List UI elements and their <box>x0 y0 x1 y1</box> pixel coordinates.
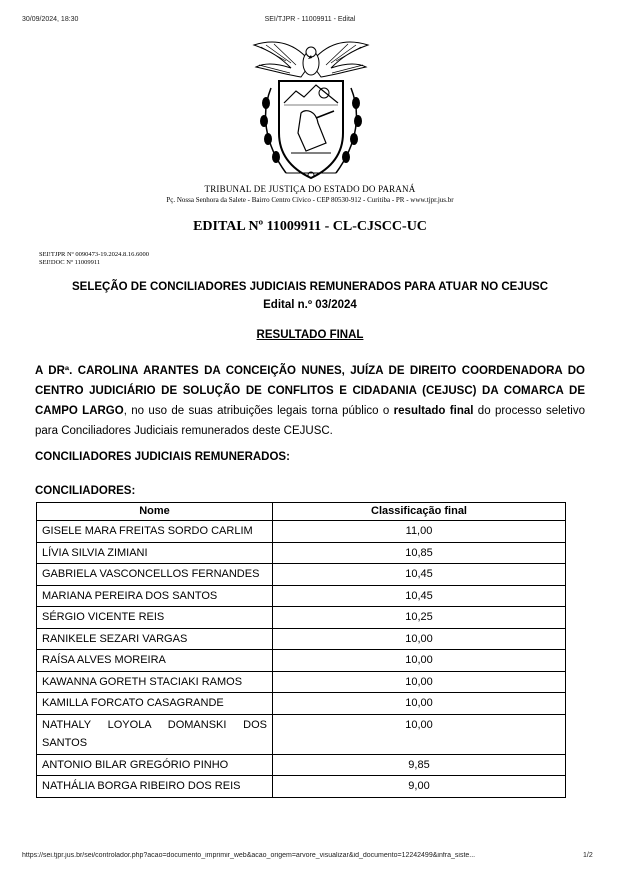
cell-nome: NATHÁLIA BORGA RIBEIRO DOS REIS <box>37 776 273 798</box>
print-page-title: SEI/TJPR - 11009911 - Edital <box>264 16 356 23</box>
selection-heading-line1: SELEÇÃO DE CONCILIADORES JUDICIAIS REMUNERADOS PARA ATUAR NO CEJUSC <box>71 281 548 293</box>
court-name: TRIBUNAL DE JUSTIÇA DO ESTADO DO PARANÁ <box>204 184 416 194</box>
results-table <box>36 502 566 798</box>
paragraph-bold-result: resultado final <box>393 405 474 417</box>
parana-coat-of-arms-icon <box>246 33 376 185</box>
body-paragraph <box>35 361 585 441</box>
cell-classificacao: 9,85 <box>273 754 566 776</box>
document-references <box>39 251 149 267</box>
table-row <box>37 714 566 754</box>
cell-classificacao: 10,00 <box>273 650 566 672</box>
cell-classificacao: 11,00 <box>273 521 566 543</box>
table-row <box>37 650 566 672</box>
cell-nome: LÍVIA SILVIA ZIMIANI <box>37 542 273 564</box>
selection-heading-line2: Edital n.º 03/2024 <box>263 299 357 311</box>
paragraph-text-1: , no uso de suas atribuições legais torna público o <box>123 405 394 417</box>
cell-classificacao: 10,00 <box>273 714 566 754</box>
cell-nome: GISELE MARA FREITAS SORDO CARLIM <box>37 521 273 543</box>
table-row <box>37 671 566 693</box>
cell-classificacao: 10,45 <box>273 564 566 586</box>
table-row <box>37 585 566 607</box>
process-reference: SEI!TJPR Nº 0090473-19.2024.8.16.6000 <box>39 251 149 258</box>
document-title: EDITAL Nº 11009911 - CL-CJSCC-UC <box>193 219 427 234</box>
column-header-nome: Nome <box>37 503 273 521</box>
paragraph-bold-intro: A DRª. CAROLINA ARANTES DA CONCEIÇÃO NUNES, JUÍZA DE DIREITO COORDENADORA DO CENTRO JUDICIÁRIO DE SOLUÇÃO DE CONFLITOS E CIDADANIA (CEJUSC) DA COMARCA DE CAMPO LARGO <box>35 365 585 417</box>
cell-classificacao: 9,00 <box>273 776 566 798</box>
cell-classificacao: 10,45 <box>273 585 566 607</box>
selection-heading <box>0 278 620 314</box>
cell-nome: RANIKELE SEZARI VARGAS <box>37 628 273 650</box>
print-url: https://sei.tjpr.jus.br/sei/controlador.php?acao=documento_imprimir_web&acao_origem=arvore_visualizar&id_documento=12242499&infra_siste... <box>22 852 476 859</box>
cell-classificacao: 10,85 <box>273 542 566 564</box>
table-row <box>37 693 566 715</box>
table-caption: CONCILIADORES: <box>35 485 136 497</box>
table-row <box>37 776 566 798</box>
doc-reference: SEI!DOC Nº 11009911 <box>39 259 101 266</box>
cell-classificacao: 10,00 <box>273 693 566 715</box>
cell-nome: NATHALY LOYOLA DOMANSKI DOS SANTOS <box>37 714 273 754</box>
paragraph-text-2: do processo seletivo para Conciliadores Judiciais remunerados deste CEJUSC. <box>35 405 585 437</box>
cell-nome: SÉRGIO VICENTE REIS <box>37 607 273 629</box>
table-header-row <box>37 503 566 521</box>
table-row <box>37 542 566 564</box>
cell-classificacao: 10,25 <box>273 607 566 629</box>
cell-nome: KAWANNA GORETH STACIAKI RAMOS <box>37 671 273 693</box>
table-row <box>37 607 566 629</box>
cell-nome: RAÍSA ALVES MOREIRA <box>37 650 273 672</box>
cell-classificacao: 10,00 <box>273 671 566 693</box>
print-datetime: 30/09/2024, 18:30 <box>22 16 79 23</box>
table-row <box>37 564 566 586</box>
cell-nome: MARIANA PEREIRA DOS SANTOS <box>37 585 273 607</box>
subsection-heading: CONCILIADORES JUDICIAIS REMUNERADOS: <box>35 451 290 463</box>
court-address: Pç. Nossa Senhora da Salete - Bairro Centro Cívico - CEP 80530-912 - Curitiba - PR - www.tjpr.jus.br <box>166 196 454 204</box>
table-row <box>37 628 566 650</box>
table-row <box>37 754 566 776</box>
table-row <box>37 521 566 543</box>
cell-classificacao: 10,00 <box>273 628 566 650</box>
section-title: RESULTADO FINAL <box>256 329 364 341</box>
column-header-classificacao: Classificação final <box>273 503 566 521</box>
cell-nome: ANTONIO BILAR GREGÓRIO PINHO <box>37 754 273 776</box>
cell-nome: GABRIELA VASCONCELLOS FERNANDES <box>37 564 273 586</box>
page-number: 1/2 <box>583 852 593 859</box>
cell-nome: KAMILLA FORCATO CASAGRANDE <box>37 693 273 715</box>
